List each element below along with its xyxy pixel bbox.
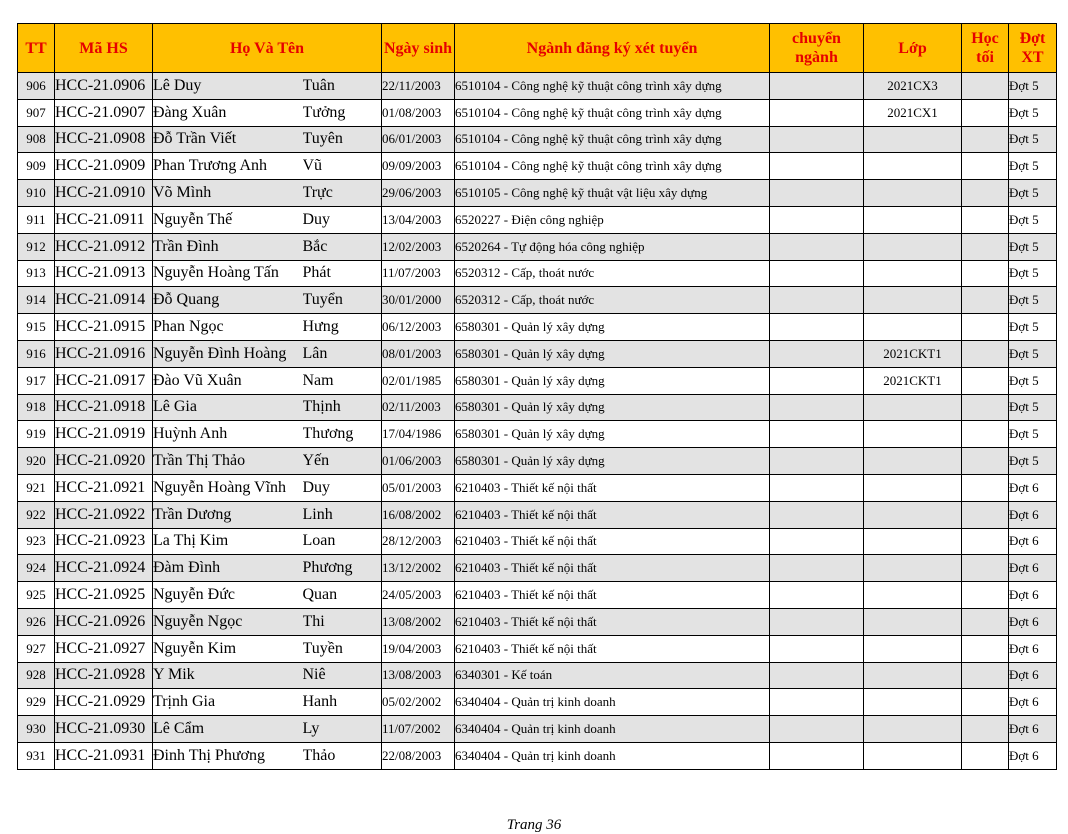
cell-ngay-sinh: 19/04/2003 (382, 635, 455, 662)
cell-ngay-sinh: 12/02/2003 (382, 233, 455, 260)
cell-lop (864, 153, 962, 180)
cell-dot-xt: Đợt 6 (1009, 662, 1057, 689)
cell-ma-hs: HCC-21.0923 (55, 528, 153, 555)
cell-chuyen-nganh (770, 153, 864, 180)
cell-ma-hs: HCC-21.0911 (55, 206, 153, 233)
table-row (18, 608, 1057, 635)
cell-ngay-sinh: 29/06/2003 (382, 180, 455, 207)
cell-hoc-toi (962, 287, 1009, 314)
cell-nganh: 6210403 - Thiết kế nội thất (455, 501, 770, 528)
cell-ma-hs: HCC-21.0916 (55, 340, 153, 367)
header-hoc-toi: Học tối (962, 24, 1009, 73)
cell-hoc-toi (962, 528, 1009, 555)
cell-tt: 908 (18, 126, 55, 153)
cell-nganh: 6510105 - Công nghệ kỹ thuật vật liệu xây dựng (455, 180, 770, 207)
cell-ma-hs: HCC-21.0917 (55, 367, 153, 394)
cell-nganh: 6210403 - Thiết kế nội thất (455, 528, 770, 555)
table-row (18, 180, 1057, 207)
cell-lop (864, 582, 962, 609)
cell-ngay-sinh: 02/01/1985 (382, 367, 455, 394)
cell-nganh: 6520227 - Điện công nghiệp (455, 206, 770, 233)
table-row (18, 99, 1057, 126)
cell-ngay-sinh: 11/07/2002 (382, 716, 455, 743)
cell-ho-dem: Phan Ngọc (153, 314, 303, 341)
cell-dot-xt: Đợt 5 (1009, 421, 1057, 448)
cell-dot-xt: Đợt 5 (1009, 206, 1057, 233)
cell-chuyen-nganh (770, 448, 864, 475)
cell-lop (864, 474, 962, 501)
header-nganh: Ngành đăng ký xét tuyển (455, 24, 770, 73)
cell-lop (864, 287, 962, 314)
cell-chuyen-nganh (770, 421, 864, 448)
cell-hoc-toi (962, 689, 1009, 716)
cell-hoc-toi (962, 314, 1009, 341)
cell-dot-xt: Đợt 5 (1009, 448, 1057, 475)
cell-tt: 919 (18, 421, 55, 448)
cell-dot-xt: Đợt 6 (1009, 635, 1057, 662)
cell-nganh: 6580301 - Quản lý xây dựng (455, 314, 770, 341)
cell-dot-xt: Đợt 5 (1009, 126, 1057, 153)
cell-ten: Niê (303, 662, 382, 689)
cell-nganh: 6580301 - Quản lý xây dựng (455, 340, 770, 367)
cell-ho-dem: Đỗ Trần Viết (153, 126, 303, 153)
cell-hoc-toi (962, 394, 1009, 421)
cell-hoc-toi (962, 716, 1009, 743)
cell-ten: Thi (303, 608, 382, 635)
cell-ho-dem: Nguyễn Kim (153, 635, 303, 662)
header-lop: Lớp (864, 24, 962, 73)
cell-lop (864, 689, 962, 716)
cell-ho-dem: Nguyễn Đức (153, 582, 303, 609)
cell-nganh: 6520312 - Cấp, thoát nước (455, 260, 770, 287)
cell-hoc-toi (962, 99, 1009, 126)
cell-tt: 907 (18, 99, 55, 126)
cell-hoc-toi (962, 180, 1009, 207)
header-chuyen-nganh: chuyển ngành (770, 24, 864, 73)
cell-chuyen-nganh (770, 73, 864, 100)
cell-ma-hs: HCC-21.0930 (55, 716, 153, 743)
cell-hoc-toi (962, 448, 1009, 475)
cell-ho-dem: Nguyễn Thế (153, 206, 303, 233)
cell-chuyen-nganh (770, 314, 864, 341)
cell-hoc-toi (962, 635, 1009, 662)
table-row (18, 582, 1057, 609)
cell-dot-xt: Đợt 5 (1009, 394, 1057, 421)
cell-ngay-sinh: 11/07/2003 (382, 260, 455, 287)
cell-ho-dem: Trần Dương (153, 501, 303, 528)
cell-lop (864, 716, 962, 743)
cell-ho-dem: Đào Vũ Xuân (153, 367, 303, 394)
cell-lop (864, 260, 962, 287)
cell-lop (864, 233, 962, 260)
table-row (18, 689, 1057, 716)
cell-hoc-toi (962, 662, 1009, 689)
cell-hoc-toi (962, 742, 1009, 769)
table-row (18, 742, 1057, 769)
cell-ma-hs: HCC-21.0913 (55, 260, 153, 287)
table-row (18, 528, 1057, 555)
cell-tt: 926 (18, 608, 55, 635)
cell-dot-xt: Đợt 6 (1009, 716, 1057, 743)
cell-nganh: 6510104 - Công nghệ kỹ thuật công trình xây dựng (455, 99, 770, 126)
cell-dot-xt: Đợt 6 (1009, 608, 1057, 635)
cell-ngay-sinh: 13/04/2003 (382, 206, 455, 233)
cell-ma-hs: HCC-21.0921 (55, 474, 153, 501)
cell-nganh: 6510104 - Công nghệ kỹ thuật công trình xây dựng (455, 126, 770, 153)
table-row (18, 716, 1057, 743)
cell-ma-hs: HCC-21.0924 (55, 555, 153, 582)
cell-lop (864, 206, 962, 233)
cell-ma-hs: HCC-21.0912 (55, 233, 153, 260)
cell-lop: 2021CKT1 (864, 367, 962, 394)
cell-lop (864, 394, 962, 421)
table-row (18, 421, 1057, 448)
cell-ten: Thương (303, 421, 382, 448)
table-row (18, 394, 1057, 421)
cell-ma-hs: HCC-21.0931 (55, 742, 153, 769)
cell-ngay-sinh: 06/01/2003 (382, 126, 455, 153)
cell-ho-dem: Huỳnh Anh (153, 421, 303, 448)
cell-ho-dem: Trần Đình (153, 233, 303, 260)
cell-ma-hs: HCC-21.0928 (55, 662, 153, 689)
cell-ngay-sinh: 05/02/2002 (382, 689, 455, 716)
cell-tt: 921 (18, 474, 55, 501)
cell-hoc-toi (962, 474, 1009, 501)
cell-lop (864, 555, 962, 582)
cell-ma-hs: HCC-21.0914 (55, 287, 153, 314)
cell-ho-dem: Nguyễn Đình Hoàng (153, 340, 303, 367)
cell-hoc-toi (962, 73, 1009, 100)
cell-hoc-toi (962, 582, 1009, 609)
cell-ngay-sinh: 08/01/2003 (382, 340, 455, 367)
table-row (18, 233, 1057, 260)
cell-tt: 914 (18, 287, 55, 314)
table-row (18, 635, 1057, 662)
header-tt: TT (18, 24, 55, 73)
cell-ten: Phương (303, 555, 382, 582)
cell-chuyen-nganh (770, 689, 864, 716)
cell-ten: Lân (303, 340, 382, 367)
cell-ten: Tuyền (303, 635, 382, 662)
cell-dot-xt: Đợt 5 (1009, 314, 1057, 341)
cell-hoc-toi (962, 233, 1009, 260)
cell-nganh: 6580301 - Quản lý xây dựng (455, 448, 770, 475)
cell-ten: Vũ (303, 153, 382, 180)
table-row (18, 662, 1057, 689)
cell-ten: Nam (303, 367, 382, 394)
cell-dot-xt: Đợt 6 (1009, 501, 1057, 528)
cell-ngay-sinh: 01/08/2003 (382, 99, 455, 126)
cell-ngay-sinh: 13/08/2003 (382, 662, 455, 689)
cell-lop (864, 608, 962, 635)
cell-chuyen-nganh (770, 367, 864, 394)
cell-dot-xt: Đợt 6 (1009, 474, 1057, 501)
table-row (18, 340, 1057, 367)
cell-chuyen-nganh (770, 206, 864, 233)
cell-dot-xt: Đợt 6 (1009, 555, 1057, 582)
cell-ngay-sinh: 22/08/2003 (382, 742, 455, 769)
cell-ho-dem: Nguyễn Hoàng Tấn (153, 260, 303, 287)
cell-dot-xt: Đợt 6 (1009, 582, 1057, 609)
cell-lop (864, 126, 962, 153)
cell-ngay-sinh: 13/12/2002 (382, 555, 455, 582)
cell-ten: Thảo (303, 742, 382, 769)
cell-ten: Duy (303, 206, 382, 233)
cell-ho-dem: Lê Duy (153, 73, 303, 100)
table-row (18, 501, 1057, 528)
student-roster-table (17, 23, 1057, 770)
cell-ma-hs: HCC-21.0920 (55, 448, 153, 475)
cell-lop: 2021CX1 (864, 99, 962, 126)
cell-ho-dem: Y Mik (153, 662, 303, 689)
cell-nganh: 6340404 - Quản trị kinh doanh (455, 689, 770, 716)
cell-lop: 2021CKT1 (864, 340, 962, 367)
cell-tt: 927 (18, 635, 55, 662)
cell-ten: Linh (303, 501, 382, 528)
cell-hoc-toi (962, 206, 1009, 233)
cell-ngay-sinh: 13/08/2002 (382, 608, 455, 635)
cell-tt: 906 (18, 73, 55, 100)
cell-nganh: 6340404 - Quản trị kinh doanh (455, 742, 770, 769)
cell-lop (864, 662, 962, 689)
page-number: Trang 36 (506, 817, 562, 833)
cell-tt: 917 (18, 367, 55, 394)
table-row (18, 73, 1057, 100)
cell-ten: Thịnh (303, 394, 382, 421)
cell-nganh: 6210403 - Thiết kế nội thất (455, 474, 770, 501)
cell-chuyen-nganh (770, 340, 864, 367)
cell-chuyen-nganh (770, 608, 864, 635)
cell-lop: 2021CX3 (864, 73, 962, 100)
cell-ma-hs: HCC-21.0926 (55, 608, 153, 635)
cell-ho-dem: Nguyễn Ngọc (153, 608, 303, 635)
cell-hoc-toi (962, 260, 1009, 287)
cell-hoc-toi (962, 340, 1009, 367)
header-ma-hs: Mã HS (55, 24, 153, 73)
cell-ngay-sinh: 17/04/1986 (382, 421, 455, 448)
cell-ma-hs: HCC-21.0927 (55, 635, 153, 662)
cell-ten: Hanh (303, 689, 382, 716)
cell-nganh: 6340404 - Quản trị kinh doanh (455, 716, 770, 743)
cell-ma-hs: HCC-21.0908 (55, 126, 153, 153)
cell-hoc-toi (962, 367, 1009, 394)
cell-nganh: 6520312 - Cấp, thoát nước (455, 287, 770, 314)
cell-tt: 920 (18, 448, 55, 475)
cell-ho-dem: Phan Trương Anh (153, 153, 303, 180)
cell-hoc-toi (962, 153, 1009, 180)
cell-dot-xt: Đợt 5 (1009, 99, 1057, 126)
cell-lop (864, 742, 962, 769)
cell-tt: 922 (18, 501, 55, 528)
cell-dot-xt: Đợt 5 (1009, 180, 1057, 207)
cell-chuyen-nganh (770, 582, 864, 609)
cell-hoc-toi (962, 501, 1009, 528)
table-row (18, 126, 1057, 153)
table-row (18, 367, 1057, 394)
table-body (18, 73, 1057, 770)
cell-ngay-sinh: 05/01/2003 (382, 474, 455, 501)
cell-ten: Phát (303, 260, 382, 287)
table-row (18, 474, 1057, 501)
cell-ten: Hưng (303, 314, 382, 341)
table-row (18, 287, 1057, 314)
cell-chuyen-nganh (770, 474, 864, 501)
cell-dot-xt: Đợt 5 (1009, 260, 1057, 287)
cell-ma-hs: HCC-21.0915 (55, 314, 153, 341)
cell-nganh: 6580301 - Quản lý xây dựng (455, 421, 770, 448)
cell-chuyen-nganh (770, 635, 864, 662)
cell-nganh: 6210403 - Thiết kế nội thất (455, 555, 770, 582)
cell-ten: Ly (303, 716, 382, 743)
cell-dot-xt: Đợt 6 (1009, 528, 1057, 555)
cell-lop (864, 501, 962, 528)
cell-ma-hs: HCC-21.0907 (55, 99, 153, 126)
table-row (18, 314, 1057, 341)
cell-lop (864, 528, 962, 555)
cell-lop (864, 180, 962, 207)
cell-chuyen-nganh (770, 287, 864, 314)
cell-ho-dem: Đàm Đình (153, 555, 303, 582)
cell-nganh: 6510104 - Công nghệ kỹ thuật công trình xây dựng (455, 73, 770, 100)
cell-tt: 909 (18, 153, 55, 180)
header-ngay-sinh: Ngày sinh (382, 24, 455, 73)
cell-dot-xt: Đợt 5 (1009, 340, 1057, 367)
cell-dot-xt: Đợt 5 (1009, 287, 1057, 314)
cell-chuyen-nganh (770, 233, 864, 260)
cell-ngay-sinh: 28/12/2003 (382, 528, 455, 555)
table-row (18, 555, 1057, 582)
cell-ma-hs: HCC-21.0925 (55, 582, 153, 609)
table-header (18, 24, 1057, 73)
cell-chuyen-nganh (770, 555, 864, 582)
cell-nganh: 6210403 - Thiết kế nội thất (455, 608, 770, 635)
cell-chuyen-nganh (770, 716, 864, 743)
cell-hoc-toi (962, 421, 1009, 448)
cell-ten: Bắc (303, 233, 382, 260)
cell-ho-dem: Đinh Thị Phương (153, 742, 303, 769)
cell-ho-dem: Võ Mình (153, 180, 303, 207)
cell-ten: Loan (303, 528, 382, 555)
cell-dot-xt: Đợt 6 (1009, 689, 1057, 716)
cell-ten: Tuyên (303, 126, 382, 153)
cell-tt: 916 (18, 340, 55, 367)
cell-ho-dem: Trịnh Gia (153, 689, 303, 716)
cell-ten: Tuân (303, 73, 382, 100)
cell-ho-dem: Đỗ Quang (153, 287, 303, 314)
cell-chuyen-nganh (770, 180, 864, 207)
cell-ma-hs: HCC-21.0909 (55, 153, 153, 180)
cell-nganh: 6340301 - Kế toán (455, 662, 770, 689)
cell-ngay-sinh: 16/08/2002 (382, 501, 455, 528)
cell-ho-dem: La Thị Kim (153, 528, 303, 555)
cell-tt: 924 (18, 555, 55, 582)
cell-ten: Yến (303, 448, 382, 475)
cell-chuyen-nganh (770, 742, 864, 769)
cell-ma-hs: HCC-21.0919 (55, 421, 153, 448)
cell-ho-dem: Đàng Xuân (153, 99, 303, 126)
cell-nganh: 6510104 - Công nghệ kỹ thuật công trình xây dựng (455, 153, 770, 180)
cell-ho-dem: Nguyễn Hoàng Vĩnh (153, 474, 303, 501)
cell-ten: Tưởng (303, 99, 382, 126)
cell-tt: 928 (18, 662, 55, 689)
cell-ten: Trực (303, 180, 382, 207)
cell-dot-xt: Đợt 5 (1009, 367, 1057, 394)
cell-ho-dem: Lê Cẩm (153, 716, 303, 743)
cell-tt: 930 (18, 716, 55, 743)
cell-dot-xt: Đợt 5 (1009, 233, 1057, 260)
cell-hoc-toi (962, 555, 1009, 582)
cell-tt: 929 (18, 689, 55, 716)
cell-ngay-sinh: 02/11/2003 (382, 394, 455, 421)
cell-ten: Duy (303, 474, 382, 501)
table-row (18, 206, 1057, 233)
cell-chuyen-nganh (770, 126, 864, 153)
cell-hoc-toi (962, 608, 1009, 635)
cell-dot-xt: Đợt 5 (1009, 73, 1057, 100)
table-row (18, 260, 1057, 287)
cell-ten: Tuyển (303, 287, 382, 314)
cell-tt: 910 (18, 180, 55, 207)
cell-lop (864, 635, 962, 662)
cell-dot-xt: Đợt 5 (1009, 153, 1057, 180)
cell-ngay-sinh: 09/09/2003 (382, 153, 455, 180)
cell-ma-hs: HCC-21.0929 (55, 689, 153, 716)
cell-ten: Quan (303, 582, 382, 609)
cell-chuyen-nganh (770, 260, 864, 287)
cell-chuyen-nganh (770, 501, 864, 528)
cell-nganh: 6520264 - Tự động hóa công nghiệp (455, 233, 770, 260)
cell-ma-hs: HCC-21.0910 (55, 180, 153, 207)
cell-tt: 912 (18, 233, 55, 260)
cell-ngay-sinh: 30/01/2000 (382, 287, 455, 314)
cell-ma-hs: HCC-21.0922 (55, 501, 153, 528)
cell-chuyen-nganh (770, 99, 864, 126)
cell-tt: 931 (18, 742, 55, 769)
cell-lop (864, 448, 962, 475)
cell-nganh: 6580301 - Quản lý xây dựng (455, 367, 770, 394)
cell-tt: 918 (18, 394, 55, 421)
cell-lop (864, 314, 962, 341)
cell-chuyen-nganh (770, 528, 864, 555)
cell-tt: 915 (18, 314, 55, 341)
cell-tt: 913 (18, 260, 55, 287)
cell-tt: 923 (18, 528, 55, 555)
cell-tt: 911 (18, 206, 55, 233)
cell-nganh: 6210403 - Thiết kế nội thất (455, 582, 770, 609)
header-ho-ten: Họ Và Tên (153, 24, 382, 73)
cell-ho-dem: Lê Gia (153, 394, 303, 421)
cell-ho-dem: Trần Thị Thảo (153, 448, 303, 475)
cell-nganh: 6210403 - Thiết kế nội thất (455, 635, 770, 662)
table-row (18, 153, 1057, 180)
cell-dot-xt: Đợt 6 (1009, 742, 1057, 769)
cell-lop (864, 421, 962, 448)
cell-ngay-sinh: 24/05/2003 (382, 582, 455, 609)
cell-ngay-sinh: 22/11/2003 (382, 73, 455, 100)
cell-chuyen-nganh (770, 394, 864, 421)
cell-chuyen-nganh (770, 662, 864, 689)
cell-ma-hs: HCC-21.0918 (55, 394, 153, 421)
cell-nganh: 6580301 - Quản lý xây dựng (455, 394, 770, 421)
cell-ngay-sinh: 01/06/2003 (382, 448, 455, 475)
cell-ma-hs: HCC-21.0906 (55, 73, 153, 100)
cell-hoc-toi (962, 126, 1009, 153)
cell-ngay-sinh: 06/12/2003 (382, 314, 455, 341)
cell-tt: 925 (18, 582, 55, 609)
table-row (18, 448, 1057, 475)
header-dot-xt: Đợt XT (1009, 24, 1057, 73)
